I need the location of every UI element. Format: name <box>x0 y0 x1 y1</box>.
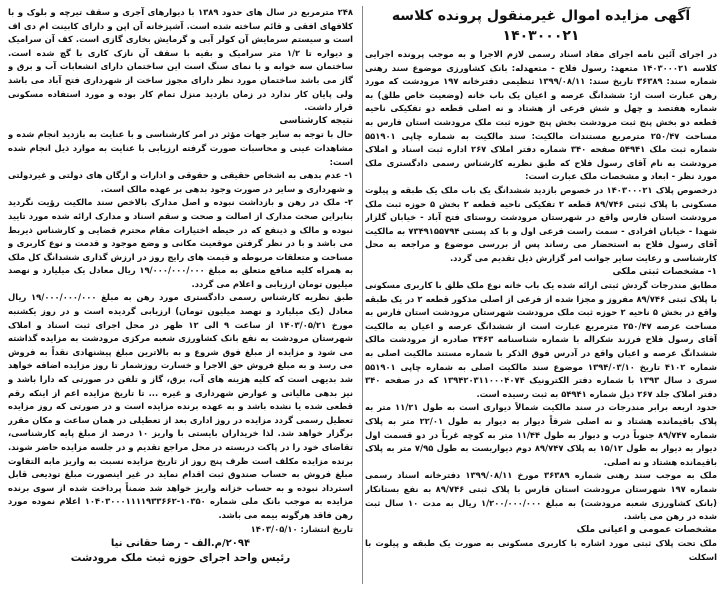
mortgage-paragraph: ملک به موجب سند رهنی شماره ۳۶۳۸۹ مورخ ۱۳۹۹/۰۸/۱۱ دفترخانه اسناد رسمی شماره ۱۹۷ شهرستان مرودشت استان فارس با پلاک ثبتی ۸۹/۷۴۶ به نفع بستانکار (بانک کشاورزی شعبه مرودشت) به مبلغ ۱/۲۰۰/۰۰۰/۰۰۰ ریال به مدت ۱۰ سال ثبت شده در رهن می باشد. <box>365 470 717 522</box>
appraisal-intro-paragraph: درخصوص پلاک ۱۴۰۳۰۰۰۲۱ در خصوص بازدید ششدانگ یک باب ملک یک طبقه و پیلوت مسکونی با پلاک ثبتی ۸۹/۷۴۶ قطعه ۲ تفکیکی ناحیه قطعه ۲ بخش ۵ حوزه ثبت ملک مرودشت استان فارس واقع در شهرستان مرودشت روستای فتح آباد - خیابان گلزار شهدا - خیابان افرادی - سمت راست فرعی اول و با کد پستی ۷۳۴۹۱۵۵۷۹۴ به مالکیت آقای رسول فلاح به استحضار می رساند پس از بررسی موضوع و مراجعه به محل کارشناسی و رعایت سایر جوانب امر گزارش ذیل تقدیم می گردد. <box>365 184 717 263</box>
registration-paragraph: مطابق مندرجات گردش ثبتی ارائه شده یک باب خانه نوع ملک طلق با کاربری مسکونی با پلاک ثبتی ۸۹/۷۴۶ مفروز و مجزا شده از فرعی از اصلی مذکور قطعه ۲ در یک طبقه واقع در بخش ۵ ناحیه ۲ حوزه ثبت ملک مرودشت شهرستان مرودشت استان فارس به مساحت عرصه ۲۵۰/۴۷ مترمربع عبارت است از ششدانگ عرصه و اعیان به مالکیت آقای رسول فلاح فرزند شکراله با شماره شناسنامه ۲۴۶۳ صادره از مرودشت مالک ششدانگ عرصه و اعیان واقع در آدرس فوق الذکر با شماره مستند مالکیت اصلی به شماره ۴۱۰۲ تاریخ ۱۳۹۴/۰۳/۱۰ موضوع سند مالکیت اصلی به شماره چاپی ۵۵۱۹۰۱ سری د سال ۱۳۹۳ با شماره دفتر الکترونیک ۱۳۹۴۲۰۳۱۱۰۰۰۴۰۷۴ که در صفحه ۳۴۰ دفتر املاک جلد ۲۶۷ ذیل شماره ۵۴۹۴۱ به ثبت رسیده است. <box>365 280 717 399</box>
notice-title: آگهی مزایده اموال غیرمنقول پرونده کلاسه ۱۴۰۳۰۰۰۲۱ <box>391 8 691 44</box>
notice-left-column <box>8 6 353 586</box>
expert-result-heading: نتیجه کارشناسی <box>279 115 353 126</box>
boundaries-paragraph: حدود اربعه برابر مندرجات در سند مالکیت شمالاً دیواری است به طول ۱۱/۲۱ متر به پلاک باقیمانده هشتاد و نه اصلی شرقاً دیوار به دیوار به طول ۲۲/۰۱ متر به پلاک شماره ۸۹/۷۴۷ جنوباً درب و دیوار به طول ۱۱/۴۴ متر به کوچه غرباً در دو قسمت اول دیوار به دیوار به طول ۱۵/۱۲ به پلاک ۸۹/۷۴۷ دوم دیواربست به طول ۷/۹۵ متر به پلاک باقیمانده هشتاد و نه اصلی. <box>365 402 717 467</box>
notice-right-column <box>365 6 717 586</box>
expert-result-paragraph: حال با توجه به سایر جهات مؤثر در امر کارشناسی و با عنایت به بازدید انجام شده و مشاهدات عینی و محاسبات صورت گرفته ارزیابی با عنایت به موارد ذیل انجام شده است: <box>8 129 353 167</box>
registration-heading: ۱- مشخصات ثبتی ملکی <box>612 266 717 277</box>
column-divider <box>362 6 363 584</box>
building-description-paragraph: ۲۴۸ مترمربع در سال های حدود ۱۳۸۹ با دیوارهای آجری و سقف تیرچه و بلوک و با کلافهای افقی و قائم ساخته شده است. آشپزخانه آن اپن و دارای کابینت ام دی اف است و سیستم سرمایش آن کولر آبی و گرمایش بخاری گازی است. کف آن سرامیک و دیواره تا ۱/۲ متر سرامیک و بقیه با سقف آن نازک کاری با گچ شده است. ساختمان سه خوابه و با نمای سنگ است این ساختمان دارای انشعابات آب و برق و گاز می باشد ساختمان مورد نظر دارای مجوز ساخت از شهرداری فتح آباد می باشد ولی پایان کار ندارد در زمان بازدید منزل تمام کار بوده و مورد استفاده مسکونی قرار داشت. <box>8 7 353 113</box>
signature-code: ۲۰۹۴/م.الف - رضا حقانی نیا <box>110 538 251 550</box>
condition-2-paragraph: ۲- ملک در رهن و بازداشت نبوده و اصل مدارک بالاخص سند مالکیت رؤیت نگردید بنابراین صحت مدارک از اصالت و صحت و سقم اسناد و مدارک ارائه شده مورد تایید نبوده و مالک و ذینفع که در حیطه اختیارات مقام محترم قضایی و کارشناس ذیربط می باشد و با در نظر گرفتن موقعیت مکانی و وضع موجود و قدمت و نوع کاربری و مساحت و متعلقات مربوطه و قیمت های رایج روز در ارزش گذاری ششدانگ کل ملک به همراه کلیه منافع متعلق به مبلغ ۱۹/۰۰۰/۰۰۰/۰۰۰ ریال معادل یک میلیارد و نهصد میلیون تومان ارزیابی و اعلام می گردد. <box>8 197 353 289</box>
auction-terms-paragraph: طبق نظریه کارشناس رسمی دادگستری مورد رهن به مبلغ ۱۹/۰۰۰/۰۰۰/۰۰۰ ریال معادل (یک میلیارد و نهصد میلیون تومان) ارزیابی گردیده است و در روز یکشنبه مورخ ۱۴۰۳/۰۵/۲۱ از ساعت ۹ الی ۱۲ ظهر در محل اجرای ثبت اسناد و املاک شهرستان مرودشت به نفع بانک کشاورزی شعبه مرکزی مرودشت به مزایده گذاشته می شود و مزایده از مبلغ فوق شروع و به بالاترین مبلغ پیشنهادی نقداً به فروش می رسد و به مبلغ فروش حق الاجرا و خسارت روزشمار تا روز مزایده اضافه خواهد شد بدیهی است که کلیه هزینه های آب، برق، گاز و تلفن در صورتی که دارا باشد و نیز بدهی مالیاتی و عوارض شهرداری و غیره ... تا تاریخ مزایده اعم از اینکه رقم قطعی شده یا نشده باشد و به عهده برنده مزایده است و در صورتی که روز مزایده تعطیل رسمی گردد مزایده در روز اداری بعد از تعطیلی در همان ساعت و مکان مقرر برگزار خواهد شد. لذا خریداران بایستی با واریز ۱۰ درصد از مبلغ پایه کارشناسی، تقاضای خود را در پاکت دربسته در محل مراجع تقدیم و در جلسه مزایده حاضر شوند. برنده مزایده مکلف است ظرف پنج روز از تاریخ مزایده نسبت به واریز مابه التفاوت مبلغ فروش به حساب صندوق ثبت اقدام نماید در غیر اینصورت مبلغ تودیعی قابل استرداد نبوده و به حساب خزانه واریز خواهد شد ضمناً پرداخت شده از سوی برنده مزایده به موجب بانک ملی شماره ۱۰۳۵۰-۱۰۴۰۳۰۰۰۱۱۱۱۹۳۳۶۶۲ اعلام نموده مورد رهن فاقد هرگونه بیمه می باشد. <box>8 292 353 520</box>
general-specs-paragraph: ملک تحت پلاک ثبتی مورد اشاره با کاربری مسکونی به صورت یک طبقه و پیلوت با اسکلت <box>365 538 717 562</box>
publish-date: تاریخ انتشار: ۱۴۰۳/۰۵/۱۰ <box>250 523 353 534</box>
intro-paragraph: در اجرای آئین نامه اجرای مفاد اسناد رسمی لازم الاجرا و به موجب پرونده اجرایی کلاسه ۱۴۰۳۰۰۰۲۱ متعهد: رسول فلاح - متعهدله: بانک کشاورزی موضوع سند رهنی شماره سند: ۳۶۳۸۹ تاریخ سند: ۱۳۹۹/۰۸/۱۱ تنظیمی دفترخانه ۱۹۷ مرودشت که مورد رهن عبارت است از: ششدانگ عرصه و اعیان یک باب خانه (وضعیت خاص طلق) به شماره هفتصد و چهل و شش فرعی از هشتاد و نه اصلی قطعه دو تفکیکی ناحیه قطعه دو بخش پنج ثبت مرودشت بخش پنج حوزه ثبت ملک مرودشت استان فارس به مساحت ۲۵۰/۴۷ مترمربع مستندات مالکیت: سند مالکیت به شماره چاپی ۵۵۱۹۰۱ شماره ثبت ملک ۵۴۹۴۱ صفحه ۳۴۰ شماره دفتر املاک ۲۶۷ اداره ثبت اسناد و املاک مرودشت به نام آقای رسول فلاح که طبق نظریه کارشناس رسمی دادگستری ملک مورد نظر - ابعاد و مشخصات ملک عبارت است: <box>365 49 717 182</box>
condition-1-paragraph: ۱- عدم بدهی به اشخاص حقیقی و حقوقی و ادارات و ارگان های دولتی و غیردولتی و شهرداری و سایر در صورت وجود بدهی بر عهده مالک است. <box>8 170 353 194</box>
signature-office: رئیس واحد اجرای حوزه ثبت ملک مرودشت <box>70 552 291 565</box>
general-specs-heading: مشخصات عمومی و اعیانی ملک <box>576 524 717 535</box>
